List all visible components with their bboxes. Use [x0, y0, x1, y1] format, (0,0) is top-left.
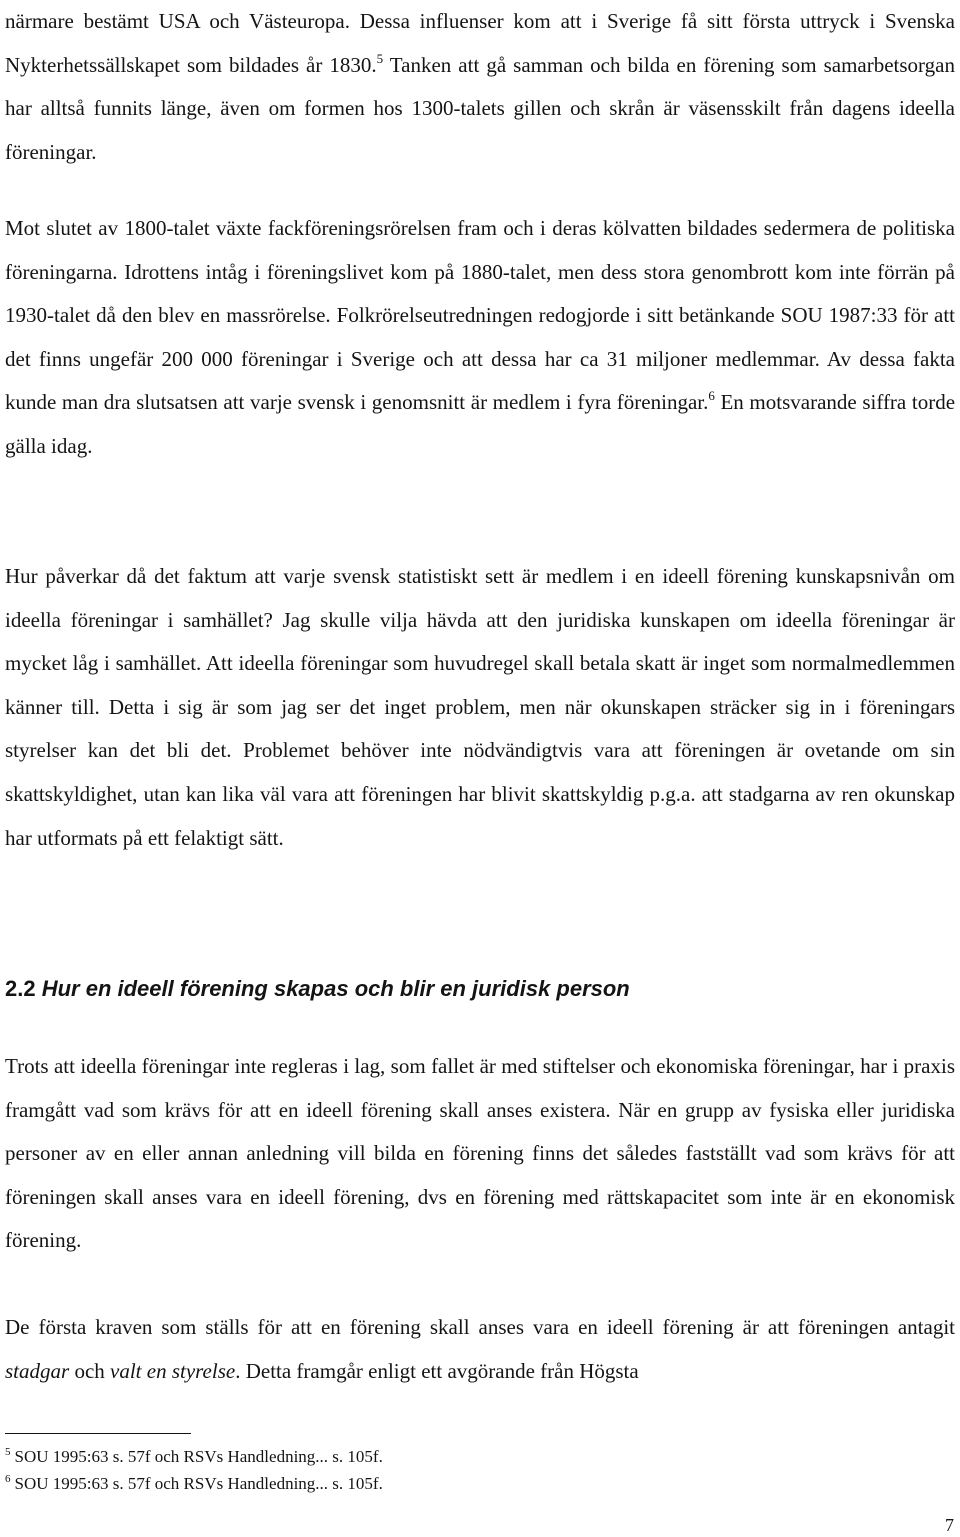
paragraph-text: En motsvarande siffra torde gälla idag.: [5, 390, 956, 458]
paragraph-text: De första kraven som ställs för att en förening skall anses vara en ideell förening är att föreningen antagit: [5, 1315, 955, 1339]
paragraph-praxis: Trots att ideella föreningar inte regleras i lag, som fallet är med stiftelser och ekonomiska föreningar, har i praxis framgått vad som krävs för att en ideell förening skall anses existera. När en grupp av fysiska eller juridiska personer av en eller annan anledning vill bilda en förening finns det således fastställt vad som krävs för att föreningen skall anses vara en ideell förening, dvs en förening med rättskapacitet som inte är en ekonomisk förening.: [5, 1054, 955, 1253]
section-number: 2.2: [5, 976, 36, 1001]
section-title: Hur en ideell förening skapas och blir en juridisk person: [41, 976, 630, 1001]
paragraph-text: närmare bestämt USA och Västeuropa. Dessa influenser kom att i Sverige få sitt första uttryck i Svenska Nykterhetssällskapet som bildades år 1830.: [5, 9, 955, 77]
footnote-text: SOU 1995:63 s. 57f och RSVs Handledning... s. 105f.: [14, 1447, 383, 1466]
footnote-reference[interactable]: 5: [376, 50, 384, 66]
paragraph-text: . Detta framgår enligt ett avgörande från Högsta: [235, 1358, 639, 1383]
paragraph-history: [5, 0, 955, 174]
paragraph-text: Mot slutet av 1800-talet växte fackföreningsrörelsen fram och i deras kölvatten bildades sedermera de politiska föreningarna. Idrottens intåg i föreningslivet kom på 1880-talet, men dess stora genombrott kom inte förrän på 1930-talet då den blev en massrörelse. Folkrörelseutredningen redogjorde i sitt betänkande SOU 1987:33 för att det finns ungefär 200 000 föreningar i Sverige och att dessa har ca 31 miljoner medlemmar. Av dessa fakta kunde man dra slutsatsen att varje svensk i genomsnitt är medlem i fyra föreningar.: [5, 216, 955, 415]
footnote-item: [5, 1470, 905, 1497]
emphasis-text: stadgar: [5, 1358, 70, 1383]
footnote-number: 5: [5, 1446, 11, 1458]
footnote-number: 6: [5, 1473, 11, 1485]
paragraph-text: och: [69, 1358, 111, 1383]
paragraph-movements: [5, 207, 955, 469]
footnote-reference[interactable]: 6: [708, 388, 715, 404]
section-heading: [5, 976, 630, 1002]
footnotes: [5, 1443, 905, 1497]
footnote-item: [5, 1443, 905, 1470]
paragraph-knowledge: Hur påverkar då det faktum att varje svensk statistiskt sett är medlem i en ideell förening kunskapsnivån om ideella föreningar i samhället? Jag skulle vilja hävda att den juridiska kunskapen om ideella föreningar är mycket låg i samhället. Att ideella föreningar som huvudregel skall betala skatt är inget som normalmedlemmen känner till. Detta i sig är som jag ser det inget problem, men när okunskapen sträcker sig in i föreningars styrelser kan det bli det. Problemet behöver inte nödvändigtvis vara att föreningen är ovetande om sin skattskyldighet, utan kan lika väl vara att föreningen har blivit skattskyldig p.g.a. att stadgarna av ren okunskap har utformats på ett felaktigt sätt.: [5, 564, 955, 850]
footnote-divider: [5, 1433, 191, 1434]
page-number: 7: [945, 1515, 954, 1535]
paragraph-text: Tanken att gå samman och bilda en förening som samarbetsorgan har alltså funnits länge, även om formen hos 1300-talets gillen och skrån är väsensskilt från dagens ideella föreningar.: [5, 52, 955, 164]
footnote-text: SOU 1995:63 s. 57f och RSVs Handledning... s. 105f.: [14, 1474, 383, 1493]
emphasis-text: valt en styrelse: [110, 1358, 236, 1383]
paragraph-requirements: [5, 1306, 955, 1393]
